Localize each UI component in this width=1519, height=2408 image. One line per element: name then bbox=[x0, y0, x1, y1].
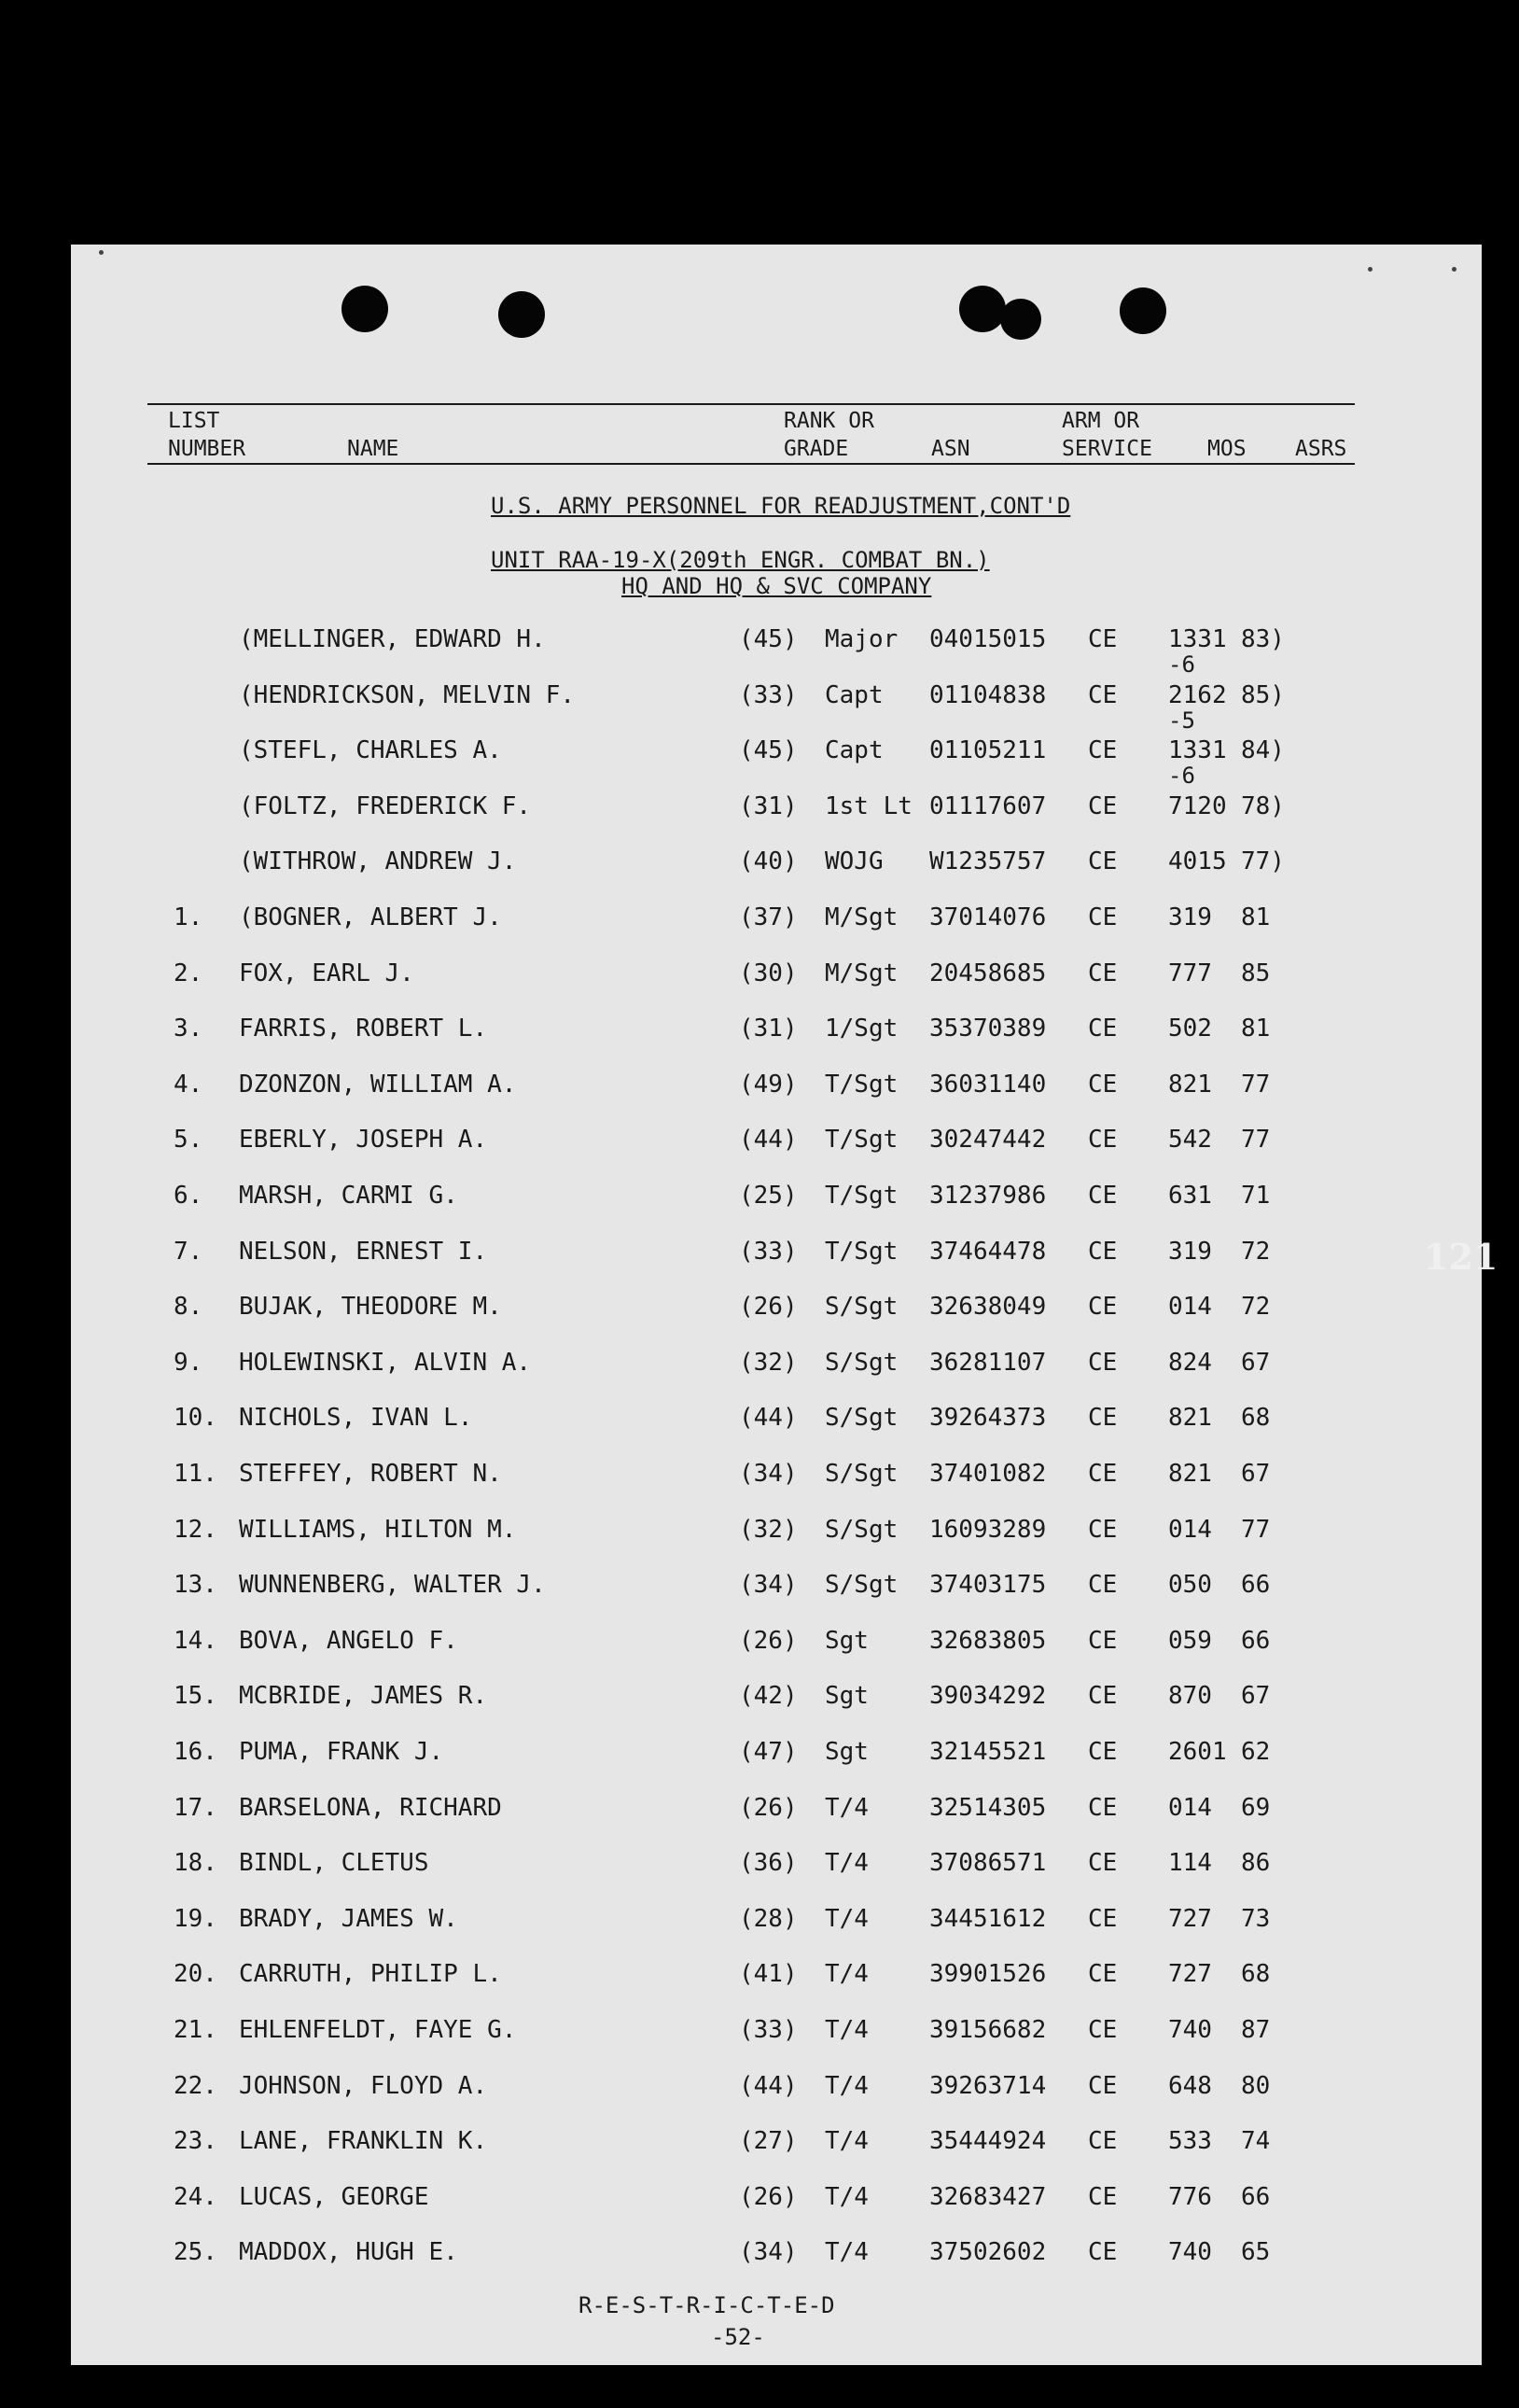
header-number-label: NUMBER bbox=[168, 437, 246, 461]
roster-row bbox=[71, 1627, 1482, 1664]
cell-num: 21. bbox=[174, 2016, 217, 2044]
cell-asn: 32638049 bbox=[929, 1293, 1047, 1321]
cell-num: 10. bbox=[174, 1404, 217, 1432]
cell-arm: CE bbox=[1088, 2016, 1118, 2044]
cell-mos: 542 bbox=[1168, 1126, 1212, 1154]
cell-rank: T/4 bbox=[825, 1849, 869, 1877]
header-bottom-rule bbox=[147, 463, 1355, 465]
cell-rank: T/4 bbox=[825, 2072, 869, 2100]
cell-asn: 31237986 bbox=[929, 1182, 1047, 1210]
cell-arm: CE bbox=[1088, 1238, 1118, 1266]
cell-asrs: 69 bbox=[1241, 1794, 1271, 1822]
cell-age: (44) bbox=[739, 2072, 798, 2100]
cell-num: 1. bbox=[174, 903, 203, 931]
cell-arm: CE bbox=[1088, 792, 1118, 820]
cell-arm: CE bbox=[1088, 1682, 1118, 1710]
roster-row bbox=[71, 1794, 1482, 1831]
cell-arm: CE bbox=[1088, 2072, 1118, 2100]
cell-num: 14. bbox=[174, 1627, 217, 1655]
cell-asrs: 80 bbox=[1241, 2072, 1271, 2100]
cell-asn: 37014076 bbox=[929, 903, 1047, 931]
roster-row bbox=[71, 1516, 1482, 1553]
cell-age: (40) bbox=[739, 847, 798, 875]
cell-mos: 319 bbox=[1168, 903, 1212, 931]
cell-asn: 39156682 bbox=[929, 2016, 1047, 2044]
punch-hole bbox=[1120, 287, 1166, 334]
cell-asn: 32683427 bbox=[929, 2183, 1047, 2211]
roster-row bbox=[71, 2238, 1482, 2275]
cell-num: 16. bbox=[174, 1738, 217, 1766]
cell-asn: 32145521 bbox=[929, 1738, 1047, 1766]
header-service-label: SERVICE bbox=[1062, 437, 1152, 461]
cell-mos: 821 bbox=[1168, 1404, 1212, 1432]
cell-num: 24. bbox=[174, 2183, 217, 2211]
punch-hole bbox=[959, 286, 1006, 332]
roster-row bbox=[71, 1182, 1482, 1219]
cell-name: BRADY, JAMES W. bbox=[239, 1905, 458, 1933]
cell-arm: CE bbox=[1088, 1794, 1118, 1822]
cell-asrs: 65 bbox=[1241, 2238, 1271, 2266]
roster-row bbox=[71, 1460, 1482, 1497]
cell-asrs: 66 bbox=[1241, 1627, 1271, 1655]
cell-num: 19. bbox=[174, 1905, 217, 1933]
cell-age: (31) bbox=[739, 792, 798, 820]
cell-arm: CE bbox=[1088, 625, 1118, 653]
cell-rank: S/Sgt bbox=[825, 1460, 899, 1488]
cell-asrs: 78) bbox=[1241, 792, 1285, 820]
cell-num: 9. bbox=[174, 1349, 203, 1377]
document-title: U.S. ARMY PERSONNEL FOR READJUSTMENT,CONT'D bbox=[491, 493, 1071, 519]
cell-mos: 4015 bbox=[1168, 847, 1227, 875]
cell-arm: CE bbox=[1088, 847, 1118, 875]
cell-arm: CE bbox=[1088, 1905, 1118, 1933]
cell-age: (34) bbox=[739, 1571, 798, 1599]
cell-name: MCBRIDE, JAMES R. bbox=[239, 1682, 488, 1710]
cell-rank: Sgt bbox=[825, 1738, 869, 1766]
cell-asn: 39901526 bbox=[929, 1960, 1047, 1988]
cell-rank: S/Sgt bbox=[825, 1571, 899, 1599]
cell-name: PUMA, FRANK J. bbox=[239, 1738, 444, 1766]
cell-mos: 533 bbox=[1168, 2127, 1212, 2155]
roster-row bbox=[71, 1849, 1482, 1886]
cell-mos: 824 bbox=[1168, 1349, 1212, 1377]
cell-arm: CE bbox=[1088, 1738, 1118, 1766]
cell-mos: 014 bbox=[1168, 1516, 1212, 1544]
cell-asrs: 85) bbox=[1241, 681, 1285, 709]
cell-arm: CE bbox=[1088, 1071, 1118, 1099]
cell-mos: 014 bbox=[1168, 1794, 1212, 1822]
cell-arm: CE bbox=[1088, 1460, 1118, 1488]
cell-asn: 35444924 bbox=[929, 2127, 1047, 2155]
cell-age: (31) bbox=[739, 1015, 798, 1043]
cell-rank: 1/Sgt bbox=[825, 1015, 899, 1043]
cell-num: 22. bbox=[174, 2072, 217, 2100]
cell-age: (26) bbox=[739, 1293, 798, 1321]
cell-name: DZONZON, WILLIAM A. bbox=[239, 1071, 517, 1099]
cell-asrs: 66 bbox=[1241, 2183, 1271, 2211]
cell-arm: CE bbox=[1088, 681, 1118, 709]
cell-asn: 32514305 bbox=[929, 1794, 1047, 1822]
officer-row bbox=[71, 792, 1482, 830]
cell-age: (26) bbox=[739, 2183, 798, 2211]
cell-rank: T/4 bbox=[825, 2016, 869, 2044]
document-page bbox=[71, 245, 1498, 2365]
cell-name: MARSH, CARMI G. bbox=[239, 1182, 458, 1210]
cell-rank: Capt bbox=[825, 681, 884, 709]
roster-row bbox=[71, 2016, 1482, 2053]
cell-arm: CE bbox=[1088, 2238, 1118, 2266]
cell-mos: 777 bbox=[1168, 959, 1212, 987]
cell-asrs: 71 bbox=[1241, 1182, 1271, 1210]
header-arm-label: ARM OR bbox=[1062, 409, 1140, 433]
cell-age: (26) bbox=[739, 1627, 798, 1655]
cell-num: 23. bbox=[174, 2127, 217, 2155]
cell-arm: CE bbox=[1088, 1349, 1118, 1377]
cell-arm: CE bbox=[1088, 1516, 1118, 1544]
cell-age: (45) bbox=[739, 736, 798, 764]
cell-asrs: 73 bbox=[1241, 1905, 1271, 1933]
cell-name: (MELLINGER, EDWARD H. bbox=[239, 625, 546, 653]
cell-rank: Capt bbox=[825, 736, 884, 764]
cell-mos: 050 bbox=[1168, 1571, 1212, 1599]
cell-asrs: 87 bbox=[1241, 2016, 1271, 2044]
cell-name: BUJAK, THEODORE M. bbox=[239, 1293, 502, 1321]
cell-asn: W1235757 bbox=[929, 847, 1047, 875]
cell-age: (44) bbox=[739, 1404, 798, 1432]
cell-name: CARRUTH, PHILIP L. bbox=[239, 1960, 502, 1988]
roster-row bbox=[71, 1293, 1482, 1330]
speck bbox=[1368, 267, 1373, 272]
cell-mos: 821 bbox=[1168, 1460, 1212, 1488]
cell-asrs: 77 bbox=[1241, 1126, 1271, 1154]
cell-name: BOVA, ANGELO F. bbox=[239, 1627, 458, 1655]
cell-arm: CE bbox=[1088, 1404, 1118, 1432]
cell-asrs: 67 bbox=[1241, 1460, 1271, 1488]
cell-name: MADDOX, HUGH E. bbox=[239, 2238, 458, 2266]
cell-mos: 776 bbox=[1168, 2183, 1212, 2211]
header-grade-label: GRADE bbox=[784, 437, 849, 461]
cell-name: WUNNENBERG, WALTER J. bbox=[239, 1571, 546, 1599]
page-number: -52- bbox=[711, 2324, 765, 2350]
cell-rank: T/4 bbox=[825, 2127, 869, 2155]
cell-num: 17. bbox=[174, 1794, 217, 1822]
cell-name: (BOGNER, ALBERT J. bbox=[239, 903, 502, 931]
roster-row bbox=[71, 1238, 1482, 1275]
cell-mos: 631 bbox=[1168, 1182, 1212, 1210]
header-name-label: NAME bbox=[347, 437, 399, 461]
officer-row bbox=[71, 736, 1482, 774]
cell-asrs: 66 bbox=[1241, 1571, 1271, 1599]
cell-asn: 37464478 bbox=[929, 1238, 1047, 1266]
cell-asn: 16093289 bbox=[929, 1516, 1047, 1544]
header-asn-label: ASN bbox=[931, 437, 970, 461]
cell-rank: T/Sgt bbox=[825, 1182, 899, 1210]
officer-row bbox=[71, 681, 1482, 719]
cell-rank: M/Sgt bbox=[825, 903, 899, 931]
cell-asrs: 77) bbox=[1241, 847, 1285, 875]
cell-age: (45) bbox=[739, 625, 798, 653]
roster-row bbox=[71, 2183, 1482, 2220]
cell-age: (30) bbox=[739, 959, 798, 987]
cell-asrs: 85 bbox=[1241, 959, 1271, 987]
cell-age: (28) bbox=[739, 1905, 798, 1933]
cell-asrs: 68 bbox=[1241, 1960, 1271, 1988]
cell-asrs: 81 bbox=[1241, 1015, 1271, 1043]
cell-asn: 35370389 bbox=[929, 1015, 1047, 1043]
roster-row bbox=[71, 1404, 1482, 1441]
cell-asn: 39034292 bbox=[929, 1682, 1047, 1710]
cell-rank: S/Sgt bbox=[825, 1516, 899, 1544]
cell-arm: CE bbox=[1088, 2183, 1118, 2211]
cell-mos: 2601 bbox=[1168, 1738, 1227, 1766]
cell-age: (27) bbox=[739, 2127, 798, 2155]
cell-asn: 39263714 bbox=[929, 2072, 1047, 2100]
cell-mos: 821 bbox=[1168, 1071, 1212, 1099]
cell-asrs: 83) bbox=[1241, 625, 1285, 653]
roster-row bbox=[71, 2072, 1482, 2109]
company-title: HQ AND HQ & SVC COMPANY bbox=[621, 573, 932, 599]
roster-row bbox=[71, 1071, 1482, 1108]
cell-name: EBERLY, JOSEPH A. bbox=[239, 1126, 488, 1154]
cell-num: 3. bbox=[174, 1015, 203, 1043]
cell-arm: CE bbox=[1088, 1182, 1118, 1210]
cell-name: FOX, EARL J. bbox=[239, 959, 414, 987]
cell-arm: CE bbox=[1088, 1126, 1118, 1154]
cell-rank: Major bbox=[825, 625, 899, 653]
cell-name: WILLIAMS, HILTON M. bbox=[239, 1516, 517, 1544]
cell-age: (26) bbox=[739, 1794, 798, 1822]
cell-mos: 1331 bbox=[1168, 736, 1227, 764]
cell-age: (34) bbox=[739, 1460, 798, 1488]
cell-asrs: 67 bbox=[1241, 1349, 1271, 1377]
cell-rank: T/4 bbox=[825, 1794, 869, 1822]
cell-arm: CE bbox=[1088, 959, 1118, 987]
cell-rank: M/Sgt bbox=[825, 959, 899, 987]
cell-num: 6. bbox=[174, 1182, 203, 1210]
cell-asrs: 81 bbox=[1241, 903, 1271, 931]
cell-arm: CE bbox=[1088, 1849, 1118, 1877]
cell-rank: Sgt bbox=[825, 1627, 869, 1655]
cell-age: (25) bbox=[739, 1182, 798, 1210]
cell-num: 5. bbox=[174, 1126, 203, 1154]
mos-suffix: -5 bbox=[1168, 707, 1195, 734]
cell-mos: 319 bbox=[1168, 1238, 1212, 1266]
cell-asrs: 84) bbox=[1241, 736, 1285, 764]
cell-age: (44) bbox=[739, 1126, 798, 1154]
cell-num: 11. bbox=[174, 1460, 217, 1488]
roster-row bbox=[71, 1738, 1482, 1775]
cell-num: 25. bbox=[174, 2238, 217, 2266]
cell-asn: 37403175 bbox=[929, 1571, 1047, 1599]
cell-name: HOLEWINSKI, ALVIN A. bbox=[239, 1349, 532, 1377]
cell-num: 2. bbox=[174, 959, 203, 987]
cell-name: EHLENFELDT, FAYE G. bbox=[239, 2016, 517, 2044]
cell-age: (33) bbox=[739, 1238, 798, 1266]
cell-rank: WOJG bbox=[825, 847, 884, 875]
cell-rank: S/Sgt bbox=[825, 1404, 899, 1432]
cell-age: (49) bbox=[739, 1071, 798, 1099]
cell-asrs: 74 bbox=[1241, 2127, 1271, 2155]
roster-row bbox=[71, 1960, 1482, 1997]
cell-arm: CE bbox=[1088, 736, 1118, 764]
officer-row bbox=[71, 625, 1482, 663]
roster-row bbox=[71, 1905, 1482, 1942]
cell-arm: CE bbox=[1088, 1627, 1118, 1655]
cell-arm: CE bbox=[1088, 2127, 1118, 2155]
cell-name: NELSON, ERNEST I. bbox=[239, 1238, 488, 1266]
header-list-label: LIST bbox=[168, 409, 220, 433]
cell-asn: 36281107 bbox=[929, 1349, 1047, 1377]
cell-num: 18. bbox=[174, 1849, 217, 1877]
cell-asn: 39264373 bbox=[929, 1404, 1047, 1432]
header-asrs-label: ASRS bbox=[1295, 437, 1347, 461]
cell-asrs: 77 bbox=[1241, 1516, 1271, 1544]
roster-row bbox=[71, 903, 1482, 941]
cell-age: (37) bbox=[739, 903, 798, 931]
cell-mos: 059 bbox=[1168, 1627, 1212, 1655]
cell-rank: T/4 bbox=[825, 2238, 869, 2266]
roster-row bbox=[71, 1571, 1482, 1608]
cell-mos: 870 bbox=[1168, 1682, 1212, 1710]
cell-asrs: 77 bbox=[1241, 1071, 1271, 1099]
cell-mos: 1331 bbox=[1168, 625, 1227, 653]
cell-mos: 502 bbox=[1168, 1015, 1212, 1043]
cell-mos: 648 bbox=[1168, 2072, 1212, 2100]
roster-row bbox=[71, 2127, 1482, 2164]
cell-arm: CE bbox=[1088, 1571, 1118, 1599]
cell-asn: 01117607 bbox=[929, 792, 1047, 820]
cell-asrs: 72 bbox=[1241, 1238, 1271, 1266]
cell-asn: 32683805 bbox=[929, 1627, 1047, 1655]
header-top-rule bbox=[147, 403, 1355, 405]
cell-asn: 20458685 bbox=[929, 959, 1047, 987]
cell-arm: CE bbox=[1088, 1015, 1118, 1043]
unit-title: UNIT RAA-19-X(209th ENGR. COMBAT BN.) bbox=[491, 547, 990, 573]
cell-mos: 727 bbox=[1168, 1960, 1212, 1988]
cell-mos: 740 bbox=[1168, 2238, 1212, 2266]
roster-row bbox=[71, 1126, 1482, 1163]
cell-name: LUCAS, GEORGE bbox=[239, 2183, 429, 2211]
cell-rank: T/Sgt bbox=[825, 1126, 899, 1154]
cell-name: STEFFEY, ROBERT N. bbox=[239, 1460, 502, 1488]
cell-rank: T/4 bbox=[825, 1960, 869, 1988]
cell-asn: 30247442 bbox=[929, 1126, 1047, 1154]
cell-age: (34) bbox=[739, 2238, 798, 2266]
cell-arm: CE bbox=[1088, 903, 1118, 931]
cell-rank: S/Sgt bbox=[825, 1349, 899, 1377]
cell-name: JOHNSON, FLOYD A. bbox=[239, 2072, 488, 2100]
cell-asn: 36031140 bbox=[929, 1071, 1047, 1099]
cell-num: 20. bbox=[174, 1960, 217, 1988]
punch-hole bbox=[341, 286, 388, 332]
cell-name: FARRIS, ROBERT L. bbox=[239, 1015, 488, 1043]
cell-asrs: 72 bbox=[1241, 1293, 1271, 1321]
mos-suffix: -6 bbox=[1168, 651, 1195, 678]
cell-rank: 1st Lt bbox=[825, 792, 913, 820]
cell-mos: 014 bbox=[1168, 1293, 1212, 1321]
cell-name: (STEFL, CHARLES A. bbox=[239, 736, 502, 764]
cell-rank: T/4 bbox=[825, 1905, 869, 1933]
roster-row bbox=[71, 1682, 1482, 1719]
cell-asrs: 62 bbox=[1241, 1738, 1271, 1766]
cell-num: 15. bbox=[174, 1682, 217, 1710]
cell-mos: 740 bbox=[1168, 2016, 1212, 2044]
cell-name: (WITHROW, ANDREW J. bbox=[239, 847, 517, 875]
cell-asn: 37086571 bbox=[929, 1849, 1047, 1877]
cell-rank: S/Sgt bbox=[825, 1293, 899, 1321]
cell-num: 7. bbox=[174, 1238, 203, 1266]
cell-name: (FOLTZ, FREDERICK F. bbox=[239, 792, 532, 820]
speck bbox=[99, 250, 104, 255]
speck bbox=[1452, 267, 1456, 272]
officer-row bbox=[71, 847, 1482, 885]
cell-age: (32) bbox=[739, 1516, 798, 1544]
header-rank-label: RANK OR bbox=[784, 409, 874, 433]
punch-hole bbox=[498, 291, 545, 338]
cell-asn: 01105211 bbox=[929, 736, 1047, 764]
cell-num: 4. bbox=[174, 1071, 203, 1099]
cell-rank: T/Sgt bbox=[825, 1238, 899, 1266]
cell-age: (47) bbox=[739, 1738, 798, 1766]
cell-asrs: 86 bbox=[1241, 1849, 1271, 1877]
cell-age: (33) bbox=[739, 2016, 798, 2044]
cell-age: (42) bbox=[739, 1682, 798, 1710]
cell-num: 12. bbox=[174, 1516, 217, 1544]
cell-asrs: 68 bbox=[1241, 1404, 1271, 1432]
cell-asn: 37401082 bbox=[929, 1460, 1047, 1488]
cell-asrs: 67 bbox=[1241, 1682, 1271, 1710]
roster-row bbox=[71, 1349, 1482, 1386]
cell-rank: T/Sgt bbox=[825, 1071, 899, 1099]
header-mos-label: MOS bbox=[1207, 437, 1247, 461]
cell-age: (33) bbox=[739, 681, 798, 709]
roster-row bbox=[71, 1015, 1482, 1052]
cell-name: NICHOLS, IVAN L. bbox=[239, 1404, 473, 1432]
cell-rank: T/4 bbox=[825, 2183, 869, 2211]
cell-asn: 01104838 bbox=[929, 681, 1047, 709]
cell-mos: 727 bbox=[1168, 1905, 1212, 1933]
cell-mos: 114 bbox=[1168, 1849, 1212, 1877]
cell-arm: CE bbox=[1088, 1960, 1118, 1988]
cell-name: (HENDRICKSON, MELVIN F. bbox=[239, 681, 576, 709]
roster-row bbox=[71, 959, 1482, 997]
cell-age: (41) bbox=[739, 1960, 798, 1988]
cell-age: (36) bbox=[739, 1849, 798, 1877]
page-stamp-number: 121 bbox=[1424, 1236, 1498, 1278]
cell-num: 13. bbox=[174, 1571, 217, 1599]
cell-asn: 04015015 bbox=[929, 625, 1047, 653]
cell-name: BINDL, CLETUS bbox=[239, 1849, 429, 1877]
cell-age: (32) bbox=[739, 1349, 798, 1377]
mos-suffix: -6 bbox=[1168, 763, 1195, 789]
cell-asn: 34451612 bbox=[929, 1905, 1047, 1933]
cell-rank: Sgt bbox=[825, 1682, 869, 1710]
cell-asn: 37502602 bbox=[929, 2238, 1047, 2266]
cell-name: BARSELONA, RICHARD bbox=[239, 1794, 502, 1822]
punch-hole bbox=[1000, 299, 1041, 340]
cell-name: LANE, FRANKLIN K. bbox=[239, 2127, 488, 2155]
cell-num: 8. bbox=[174, 1293, 203, 1321]
restricted-marking: R-E-S-T-R-I-C-T-E-D bbox=[578, 2292, 835, 2318]
cell-mos: 2162 bbox=[1168, 681, 1227, 709]
cell-arm: CE bbox=[1088, 1293, 1118, 1321]
cell-mos: 7120 bbox=[1168, 792, 1227, 820]
